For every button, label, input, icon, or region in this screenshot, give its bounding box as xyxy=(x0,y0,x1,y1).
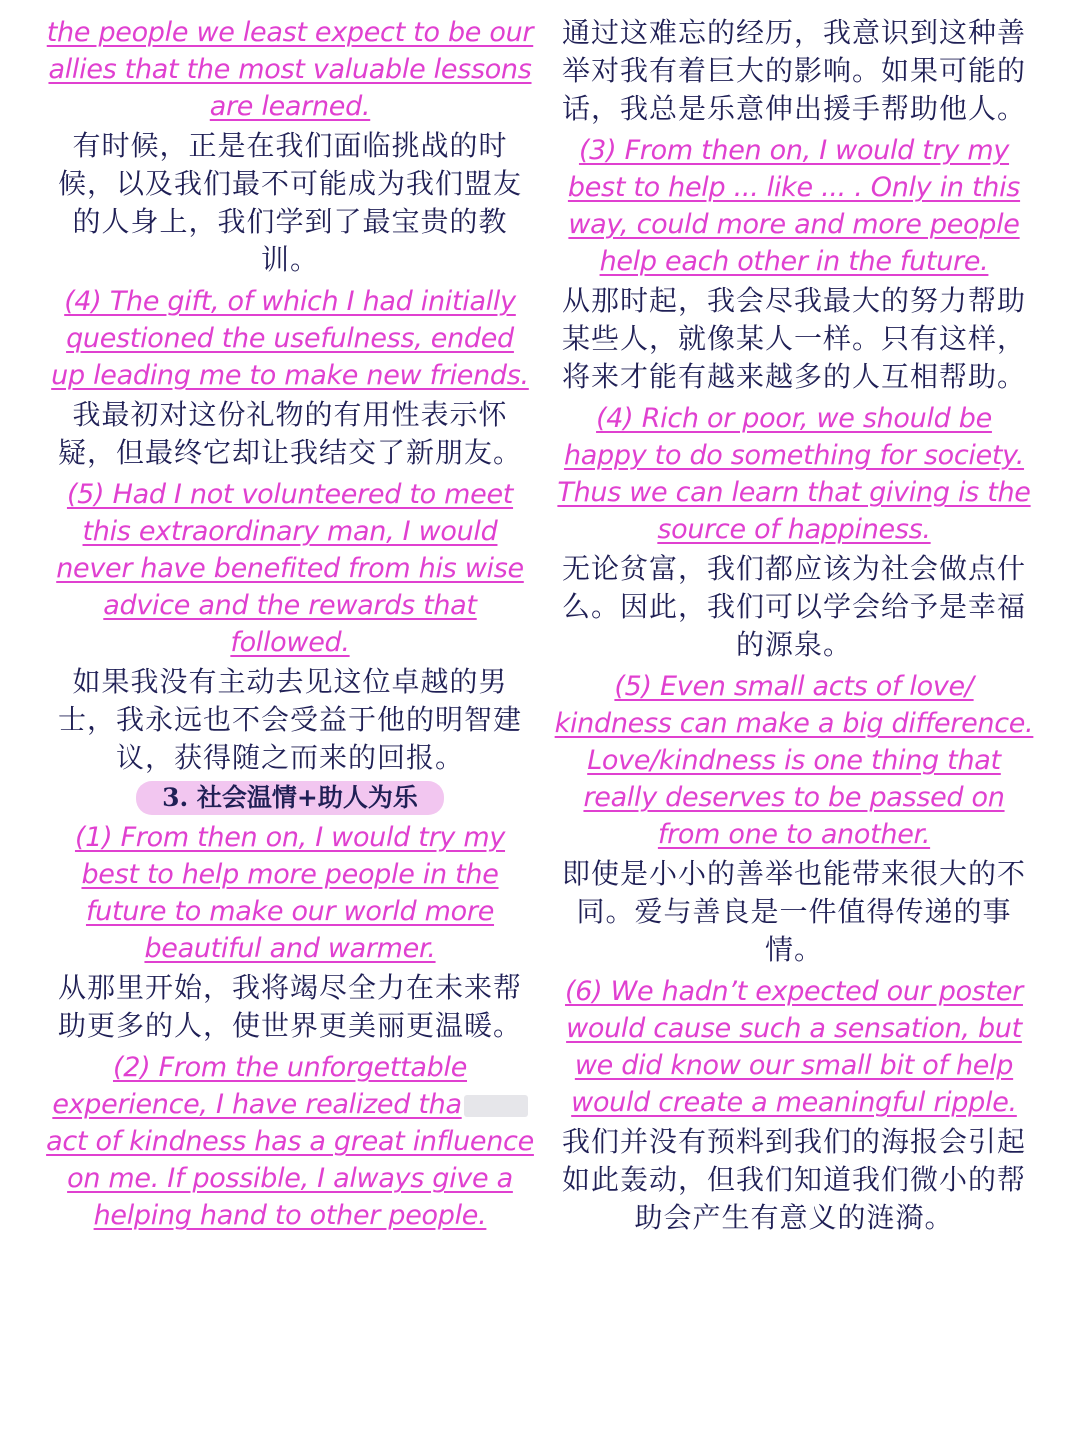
section-heading-wrap xyxy=(46,781,534,815)
english-sentence-split xyxy=(46,1049,534,1234)
english-sentence: (6) We hadn’t expected our poster would cause such a sensation, but we did know our small bit of help would create a meaningful ripple. xyxy=(565,976,1023,1118)
english-sentence: (4) The gift, of which I had initially questioned the usefulness, ended up leading me to make new friends. xyxy=(51,286,529,391)
chinese-translation: 从那时起，我会尽我最大的努力帮助某些人，就像某人一样。只有这样，将来才能有越来越多的人互相帮助。 xyxy=(561,284,1026,393)
left-column xyxy=(46,14,534,1236)
chinese-translation: 我最初对这份礼物的有用性表示怀疑，但最终它却让我结交了新朋友。 xyxy=(57,398,522,469)
english-sentence-part-a: (2) From the unforgettable experience, I have realized tha xyxy=(52,1052,468,1120)
chinese-translation: 无论贫富，我们都应该为社会做点什么。因此，我们可以学会给予是幸福的源泉。 xyxy=(561,552,1026,661)
english-sentence: (3) From then on, I would try my best to help ... like ... . Only in this way, could more and more people help each other in the future. xyxy=(567,135,1021,277)
blurred-redaction xyxy=(464,1095,528,1117)
chinese-translation: 如果我没有主动去见这位卓越的男士，我永远也不会受益于他的明智建议，获得随之而来的回报。 xyxy=(57,665,522,774)
chinese-translation: 有时候，正是在我们面临挑战的时候，以及我们最不可能成为我们盟友的人身上，我们学到了最宝贵的教训。 xyxy=(57,129,522,276)
chinese-translation: 即使是小小的善举也能带来很大的不同。爱与善良是一件值得传递的事情。 xyxy=(561,857,1026,966)
chinese-translation: 从那里开始，我将竭尽全力在未来帮助更多的人，使世界更美丽更温暖。 xyxy=(57,971,522,1042)
chinese-translation: 我们并没有预料到我们的海报会引起如此轰动，但我们知道我们微小的帮助会产生有意义的涟漪。 xyxy=(561,1125,1026,1234)
english-sentence-part-b: act of kindness has a great influence on me. If possible, I always give a helping hand to other people. xyxy=(46,1126,534,1231)
english-sentence: (5) Had I not volunteered to meet this extraordinary man, I would never have benefited from his wise advice and the rewards that followed. xyxy=(56,479,524,658)
english-sentence: (1) From then on, I would try my best to help more people in the future to make our world more beautiful and warmer. xyxy=(74,822,506,964)
right-column xyxy=(552,14,1036,1241)
english-sentence: (5) Even small acts of love/ kindness can make a big difference. Love/kindness is one thing that really deserves to be passed on from one to another. xyxy=(554,671,1034,850)
english-sentence: (4) Rich or poor, we should be happy to do something for society. Thus we can learn that giving is the source of happiness. xyxy=(557,403,1031,545)
english-sentence: the people we least expect to be our allies that the most valuable lessons are learned. xyxy=(46,17,534,122)
chinese-translation: 通过这难忘的经历，我意识到这种善举对我有着巨大的影响。如果可能的话，我总是乐意伸出援手帮助他人。 xyxy=(561,16,1026,125)
section-heading: 3. 社会温情+助人为乐 xyxy=(136,781,444,815)
